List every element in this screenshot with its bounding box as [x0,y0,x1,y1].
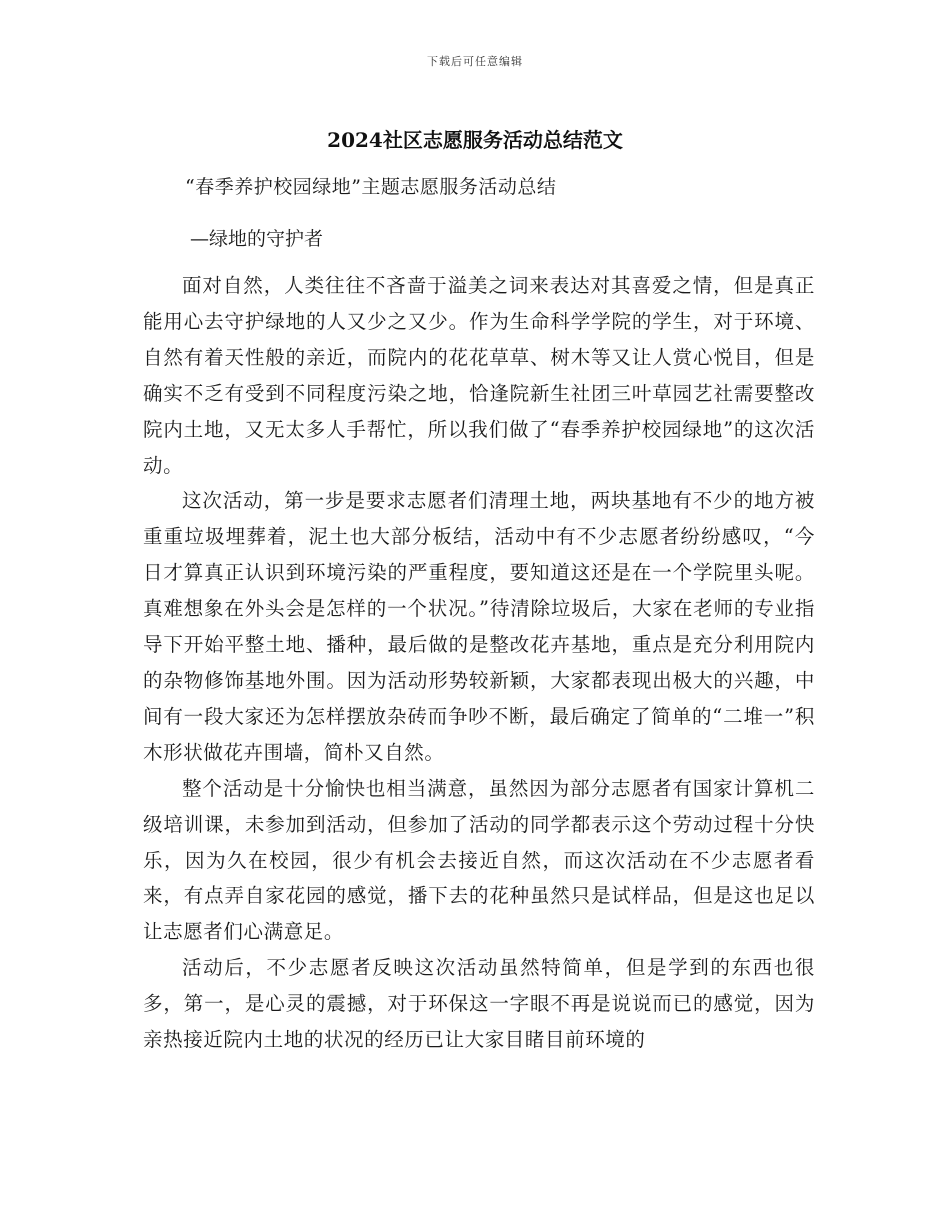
document-body [143,268,815,1058]
document-title: 2024社区志愿服务活动总结范文 [327,128,623,152]
document-subtitle: “春季养护校园绿地”主题志愿服务活动总结 [185,176,557,198]
paragraph-2: 这次活动，第一步是要求志愿者们清理土地，两块基地有不少的地方被重重垃圾埋葬着，泥土也大部分板结，活动中有不少志愿者纷纷感叹，“今日才算真正认识到环境污染的严重程度，要知道这还是在一个学院里头呢。真难想象在外头会是怎样的一个状况。”待清除垃圾后，大家在老师的专业指导下开始平整土地、播种，最后做的是整改花卉基地，重点是充分利用院内的杂物修饰基地外围。因为活动形势较新颖，大家都表现出极大的兴趣，中间有一段大家还为怎样摆放杂砖而争吵不断，最后确定了简单的“二堆一”积木形状做花卉围墙，简朴又自然。 [143,489,815,764]
paragraph-1: 面对自然，人类往往不吝啬于溢美之词来表达对其喜爱之情，但是真正能用心去守护绿地的人又少之又少。作为生命科学学院的学生，对于环境、自然有着天性般的亲近，而院内的花花草草、树木等又让人赏心悦目，但是确实不乏有受到不同程度污染之地，恰逢院新生社团三叶草园艺社需要整改院内土地，又无太多人手帮忙，所以我们做了“春季养护校园绿地”的这次活动。 [143,274,815,477]
paragraph-4: 活动后，不少志愿者反映这次活动虽然特简单，但是学到的东西也很多，第一，是心灵的震撼，对于环保这一字眼不再是说说而已的感觉，因为亲热接近院内土地的状况的经历已让大家目睹目前环境的 [143,956,815,1052]
document-byline: —绿地的守护者 [190,228,324,250]
header-note: 下载后可任意编辑 [427,55,523,68]
paragraph-3: 整个活动是十分愉快也相当满意，虽然因为部分志愿者有国家计算机二级培训课，未参加到活动，但参加了活动的同学都表示这个劳动过程十分快乐，因为久在校园，很少有机会去接近自然，而这次活动在不少志愿者看来，有点弄自家花园的感觉，播下去的花种虽然只是试样品，但是这也足以让志愿者们心满意足。 [143,776,815,944]
